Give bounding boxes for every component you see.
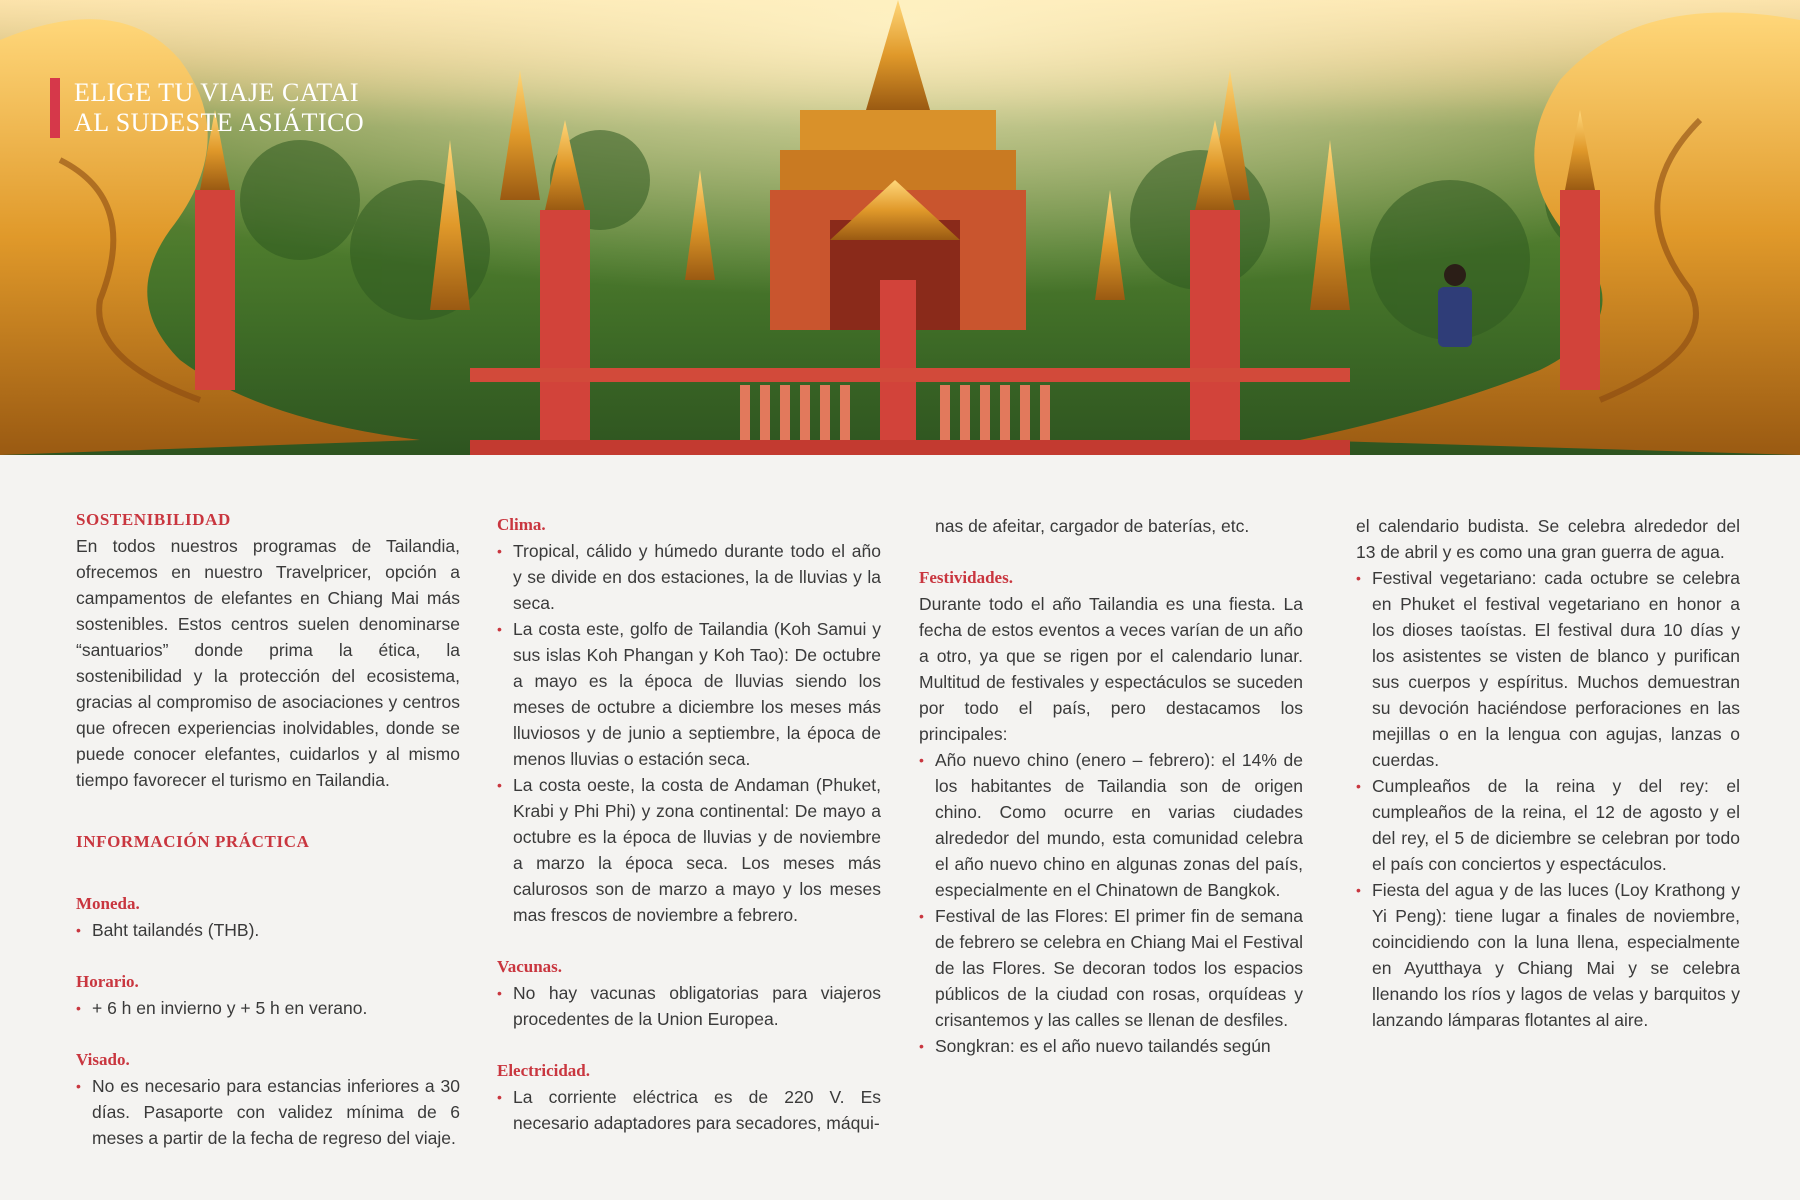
list-item: • No es necesario para estancias inferiores a 30 días. Pasaporte con validez mínima de 6 meses a partir de la fecha de regreso del viaje. <box>76 1073 460 1151</box>
festividades-list <box>919 747 1303 1059</box>
vacunas-list <box>497 980 881 1032</box>
column-3 <box>919 513 1303 1059</box>
list-item: • Cumpleaños de la reina y del rey: el cumpleaños de la reina, el 12 de agosto y el del rey, el 5 de diciembre se celebran por todo el país con conciertos y espectáculos. <box>1356 773 1740 877</box>
hero-photo <box>0 0 1800 455</box>
horario-heading: Horario. <box>76 972 139 991</box>
hero-title-line-1: ELIGE TU VIAJE CATAI <box>74 78 359 107</box>
electricidad-continuation: nas de afeitar, cargador de baterías, etc. <box>935 516 1250 536</box>
moneda-list <box>76 917 460 943</box>
clima-list <box>497 538 881 928</box>
clima-heading: Clima. <box>497 515 546 534</box>
list-item: • + 6 h en invierno y + 5 h en verano. <box>76 995 460 1021</box>
festividades-list-continued <box>1356 565 1740 1033</box>
sostenibilidad-text: En todos nuestros programas de Tailandia, ofrecemos en nuestro Travelpricer, opción a campamentos de elefantes en Chiang Mai más sostenibles. Estos centros suelen denominarse “santuarios” donde prima la ética, la sostenibilidad y la protección del ecosistema, gracias al compromiso de asociaciones y centros que ofrecen experiencias inolvidables, donde se puede conocer elefantes, cuidarlos y al mismo tiempo favorecer el turismo en Tailandia. <box>76 536 460 790</box>
visado-list <box>76 1073 460 1151</box>
temple-illustration <box>0 0 1800 455</box>
sostenibilidad-heading: SOSTENIBILIDAD <box>76 510 231 529</box>
electricidad-heading: Electricidad. <box>497 1061 591 1080</box>
moneda-heading: Moneda. <box>76 894 140 913</box>
list-item: • La costa oeste, la costa de Andaman (Phuket, Krabi y Phi Phi) y zona continental: De mayo a octubre es la época de lluvias y de noviembre a marzo la época seca. Los meses más calurosos son de marzo a mayo y los meses mas frescos de noviembre a febrero. <box>497 772 881 928</box>
list-item: • La costa este, golfo de Tailandia (Koh Samui y sus islas Koh Phangan y Koh Tao): De octubre a mayo es la época de lluvias siendo los meses de octubre a diciembre los meses más lluviosos y de junio a septiembre, la época de menos lluvias o estación seca. <box>497 616 881 772</box>
vacunas-heading: Vacunas. <box>497 957 563 976</box>
list-item: • Songkran: es el año nuevo tailandés según <box>919 1033 1303 1059</box>
festividades-intro: Durante todo el año Tailandia es una fiesta. La fecha de estos eventos a veces varían de un año a otro, ya que se rigen por el calendario lunar. Multitud de festivales y espectáculos se suceden por todo el país, pero destacamos los principales: <box>919 594 1303 744</box>
list-item: • Fiesta del agua y de las luces (Loy Krathong y Yi Peng): tiene lugar a finales de noviembre, coincidiendo con la luna llena, especialmente en Ayutthaya y Chiang Mai y se celebra llenando los ríos y lagos de velas y barquitos y lanzando lámparas flotantes al aire. <box>1356 877 1740 1033</box>
column-1 <box>76 507 460 1151</box>
visado-heading: Visado. <box>76 1050 130 1069</box>
electricidad-list <box>497 1084 881 1136</box>
list-item: • Año nuevo chino (enero – febrero): el 14% de los habitantes de Tailandia son de origen chino. Como ocurre en varias ciudades alrededor del mundo, esta comunidad celebra el año nuevo chino en algunas zonas del país, especialmente en el Chinatown de Bangkok. <box>919 747 1303 903</box>
column-4 <box>1356 513 1740 1033</box>
list-item: • No hay vacunas obligatorias para viajeros procedentes de la Union Europea. <box>497 980 881 1032</box>
list-item: • Tropical, cálido y húmedo durante todo el año y se divide en dos estaciones, la de lluvias y la seca. <box>497 538 881 616</box>
hero-title <box>50 78 364 138</box>
column-2 <box>497 512 881 1136</box>
list-item: • Festival de las Flores: El primer fin de semana de febrero se celebra en Chiang Mai el Festival de las Flores. Se decoran todos los espacios públicos de la ciudad con rosas, orquídeas y crisantemos y las calles se llenan de desfiles. <box>919 903 1303 1033</box>
horario-list <box>76 995 460 1021</box>
songkran-continuation: el calendario budista. Se celebra alrededor del 13 de abril y es como una gran guerra de agua. <box>1356 516 1740 562</box>
hero-title-line-2: AL SUDESTE ASIÁTICO <box>74 108 365 137</box>
informacion-practica-heading: INFORMACIÓN PRÁCTICA <box>76 832 310 851</box>
festividades-heading: Festividades. <box>919 568 1013 587</box>
list-item: • La corriente eléctrica es de 220 V. Es necesario adaptadores para secadores, máqui- <box>497 1084 881 1136</box>
list-item: • Festival vegetariano: cada octubre se celebra en Phuket el festival vegetariano en honor a los dioses taoístas. El festival dura 10 días y los asistentes se visten de blanco y purifican sus cuerpos y espíritus. Muchos demuestran su devoción haciéndose perforaciones en las mejillas o en la lengua con agujas, lanzas o cuerdas. <box>1356 565 1740 773</box>
list-item: • Baht tailandés (THB). <box>76 917 460 943</box>
